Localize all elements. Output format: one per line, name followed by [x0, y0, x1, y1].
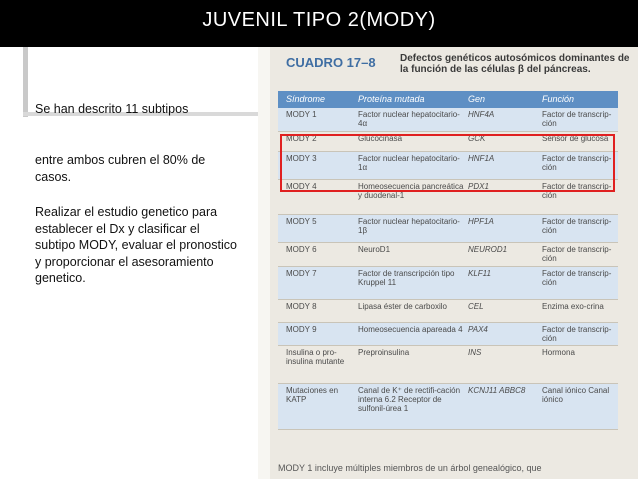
- cell-gene: NEUROD1: [468, 245, 508, 254]
- cell-gene: KLF11: [468, 269, 491, 278]
- highlight-box: [280, 134, 615, 192]
- cell-syndrome: MODY 6: [286, 245, 317, 254]
- cell-function: Factor de transcrip-ción: [542, 325, 612, 343]
- cell-syndrome: MODY 8: [286, 302, 317, 311]
- cell-gene: HPF1A: [468, 217, 494, 226]
- cell-function: Hormona: [542, 348, 575, 357]
- photo-edge: [258, 47, 270, 479]
- cell-function: Factor de transcrip-ción: [542, 245, 612, 263]
- paragraph-subtypes: Se han descrito 11 subtipos: [35, 102, 189, 116]
- cell-protein: NeuroD1: [358, 245, 391, 254]
- cell-gene: GCK: [468, 134, 486, 143]
- paragraph-coverage: entre ambos cubren el 80% de casos.: [35, 153, 206, 184]
- cell-function: Factor de transcrip-ción: [542, 269, 612, 287]
- cell-syndrome: MODY 1: [286, 110, 317, 119]
- cell-function: Factor de transcrip-ción: [542, 154, 612, 172]
- cell-gene: INS: [468, 348, 482, 357]
- cell-protein: Factor nuclear hepatocitario-4α: [358, 110, 460, 128]
- cell-function: Enzima exo-crina: [542, 302, 604, 311]
- table-row: [278, 108, 618, 132]
- header-protein: Proteína mutada: [358, 94, 425, 104]
- cell-gene: CEL: [468, 302, 484, 311]
- cell-syndrome: MODY 3: [286, 154, 317, 163]
- table-title: Defectos genéticos autosómicos dominantes de la función de las células β del páncreas.: [400, 53, 630, 75]
- paragraph-study: Realizar el estudio genetico para establecer el Dx y clasificar el subtipo MODY, evaluar el pronostico y proporcionar el asesoramiento genetico.: [35, 205, 237, 285]
- table-row: [278, 346, 618, 384]
- cell-function: Factor de transcrip-ción: [542, 110, 612, 128]
- cell-protein: Factor nuclear hepatocitario-1β: [358, 217, 460, 235]
- cell-syndrome: MODY 5: [286, 217, 317, 226]
- cell-function: Sensor de glucosa: [542, 134, 609, 143]
- cell-protein: Homeosecuencia apareada 4: [358, 325, 463, 334]
- accent-rule-vertical: [23, 47, 28, 117]
- cell-protein: Glucocinasa: [358, 134, 403, 143]
- cell-syndrome: Mutaciones en KATP: [286, 386, 339, 404]
- cell-function: Factor de transcrip-ción: [542, 182, 612, 200]
- cell-syndrome: Insulina o pro-insulina mutante: [286, 348, 345, 366]
- cell-function: Canal iónico Canal iónico: [542, 386, 610, 404]
- table-footer-fragment: MODY 1 incluye múltiples miembros de un árbol genealógico, que: [278, 463, 542, 473]
- cell-gene: KCNJ11 ABBC8: [468, 386, 526, 395]
- table-head: [278, 91, 618, 108]
- cell-function: Factor de transcrip-ción: [542, 217, 612, 235]
- cell-gene: PAX4: [468, 325, 488, 334]
- cell-protein: Canal de K⁺ de rectifi-cación interna 6.2 Receptor de sulfonil-úrea 1: [358, 386, 461, 413]
- cell-protein: Factor de transcripción tipo Kruppel 11: [358, 269, 455, 287]
- cell-gene: HNF4A: [468, 110, 495, 119]
- table-label: CUADRO 17–8: [286, 55, 376, 70]
- table-row: [278, 300, 618, 323]
- table-row: [278, 384, 618, 430]
- table-row: [278, 267, 618, 300]
- cell-protein: Lipasa éster de carboxilo: [358, 302, 447, 311]
- cell-syndrome: MODY 4: [286, 182, 317, 191]
- cell-protein: Preproinsulina: [358, 348, 410, 357]
- cell-syndrome: MODY 7: [286, 269, 317, 278]
- slide-title: JUVENIL TIPO 2(MODY): [202, 9, 436, 31]
- table-row: [278, 323, 618, 346]
- table-row: [278, 215, 618, 243]
- header-gene: Gen: [468, 94, 486, 104]
- cell-gene: PDX1: [468, 182, 489, 191]
- header-function: Función: [542, 94, 575, 104]
- table-image: [258, 47, 638, 479]
- cell-syndrome: MODY 2: [286, 134, 317, 143]
- table-row: [278, 243, 618, 267]
- cell-gene: HNF1A: [468, 154, 495, 163]
- table-header-block: [278, 51, 633, 91]
- cell-syndrome: MODY 9: [286, 325, 317, 334]
- header-syndrome: Síndrome: [286, 94, 326, 104]
- cell-protein: Homeosecuencia pancreática y duodenal-1: [358, 182, 464, 200]
- cell-protein: Factor nuclear hepatocitario-1α: [358, 154, 460, 172]
